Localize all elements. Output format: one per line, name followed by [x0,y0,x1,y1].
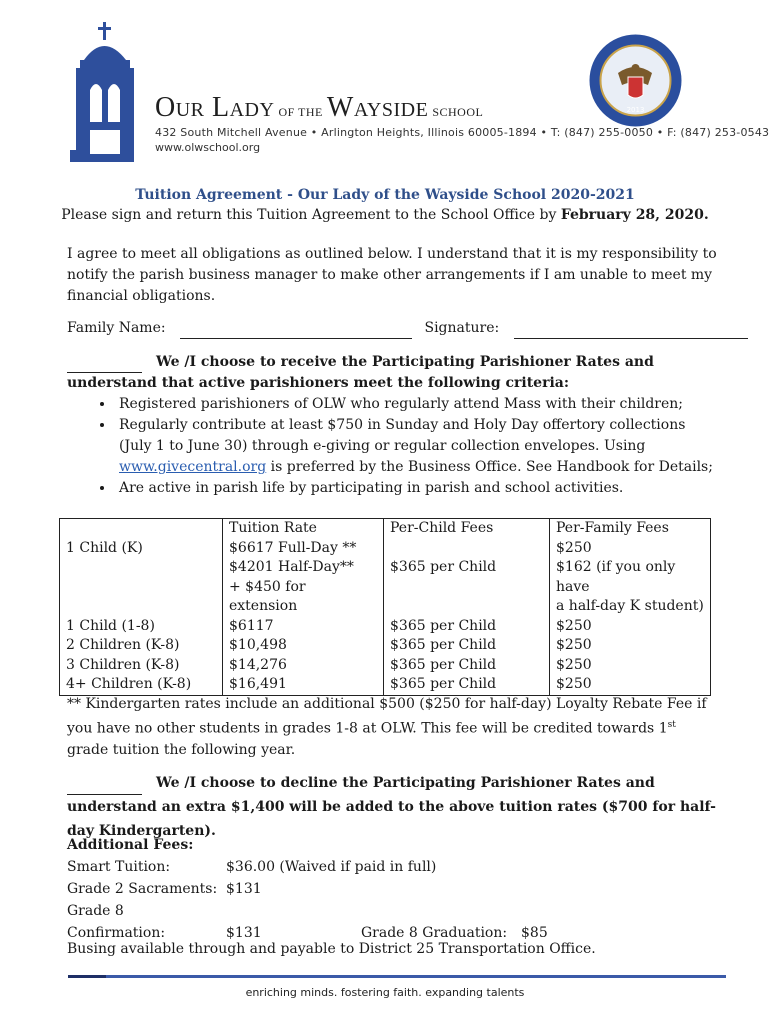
school-website: www.olwschool.org [155,141,261,154]
criteria-item: • Regularly contribute at least $750 in Sunday and Holy Day offertory collections (July 1 to June 30) through e-giving or regular collection envelopes. Using www.givecentral.org is preferred by the Business Office. See Handbook for Details; [115,415,717,478]
criteria-item: • Are active in parish life by participating in parish and school activities. [115,478,717,499]
table-row [60,656,711,676]
signature-label: Signature: [424,320,500,336]
table-row [60,539,711,617]
family-name-field[interactable] [180,324,412,339]
additional-fees-heading: Additional Fees: [67,837,194,853]
table-cell: 3 Children (K-8) [60,656,223,676]
tuition-rates-table [59,518,711,696]
option-decline-rates: We /I choose to decline the Participating Parishioner Rates and understand an extra $1,400 will be added to the above tuition rates ($700 for half-day Kindergarten). [67,775,716,839]
document-title: Tuition Agreement - Our Lady of the Wayside School 2020-2021 [135,187,635,203]
table-header-cell: Tuition Rate [223,519,384,539]
accept-rates-initial-field[interactable] [67,358,142,373]
table-row [60,617,711,637]
table-cell: $365 per Child [384,636,550,656]
kindergarten-note: ** Kindergarten rates include an additional $500 ($250 for half-day) Loyalty Rebate Fee if you have no other students in grades 1-8 at OLW. This fee will be credited towards 1st grade tuition the following year. [67,696,707,758]
table-header-cell: Per-Family Fees [550,519,711,539]
criteria-item: • Registered parishioners of OLW who regularly attend Mass with their children; [115,394,717,415]
table-cell: $250 $162 (if you only have a half-day K student) [550,539,711,617]
table-cell: 1 Child (K) [60,539,223,617]
table-cell: $10,498 [223,636,384,656]
footer-rule [68,975,726,978]
table-header-cell [60,519,223,539]
option-accept-rates: We /I choose to receive the Participating Parishioner Rates and understand that active parishioners meet the following criteria: [67,354,654,391]
signature-field[interactable] [514,324,748,339]
busing-note: Busing available through and payable to District 25 Transportation Office. [67,941,596,957]
givecentral-link[interactable]: www.givecentral.org [119,459,267,475]
table-cell: $250 [550,617,711,637]
table-cell: $14,276 [223,656,384,676]
table-row [60,636,711,656]
table-cell: $365 per Child [384,617,550,637]
criteria-list [67,394,717,499]
additional-fees [67,834,548,944]
fee-row: Smart Tuition: $36.00 (Waived if paid in full) [67,859,437,875]
family-signature-row [67,318,717,339]
document-subtitle: Please sign and return this Tuition Agreement to the School Office by February 28, 2020. [61,207,709,223]
table-row [60,675,711,695]
fee-row: Grade 2 Sacraments: $131 [67,881,262,897]
table-header-cell: Per-Child Fees [384,519,550,539]
table-cell: $16,491 [223,675,384,695]
church-tower-logo [70,22,142,162]
table-cell: $365 per Child [384,539,550,617]
school-address: 432 South Mitchell Avenue • Arlington Heights, Illinois 60005-1894 • T: (847) 255-0050 • F: (847) 253-0543 [155,126,770,139]
fee-row: Grade 8 Confirmation: $131 Grade 8 Graduation: $85 [67,903,548,941]
blue-ribbon-seal [588,33,683,128]
table-cell: $250 [550,636,711,656]
seal-year: 2013 [626,106,645,114]
table-cell: $6617 Full-Day ** $4201 Half-Day** + $450 for extension [223,539,384,617]
intro-paragraph: I agree to meet all obligations as outlined below. I understand that it is my responsibility to notify the parish business manager to make other arrangements if I am unable to meet my financial obligations. [67,246,717,304]
decline-rates-initial-field[interactable] [67,780,142,795]
table-cell: $365 per Child [384,656,550,676]
footer-tagline: enriching minds. fostering faith. expanding talents [245,986,525,999]
table-cell: $250 [550,675,711,695]
school-name: Our Lady OF THE Wayside SCHOOL [155,92,484,123]
table-cell: $250 [550,656,711,676]
family-name-label: Family Name: [67,320,166,336]
table-cell: 2 Children (K-8) [60,636,223,656]
table-cell: 4+ Children (K-8) [60,675,223,695]
table-cell: $365 per Child [384,675,550,695]
table-cell: 1 Child (1-8) [60,617,223,637]
table-cell: $6117 [223,617,384,637]
